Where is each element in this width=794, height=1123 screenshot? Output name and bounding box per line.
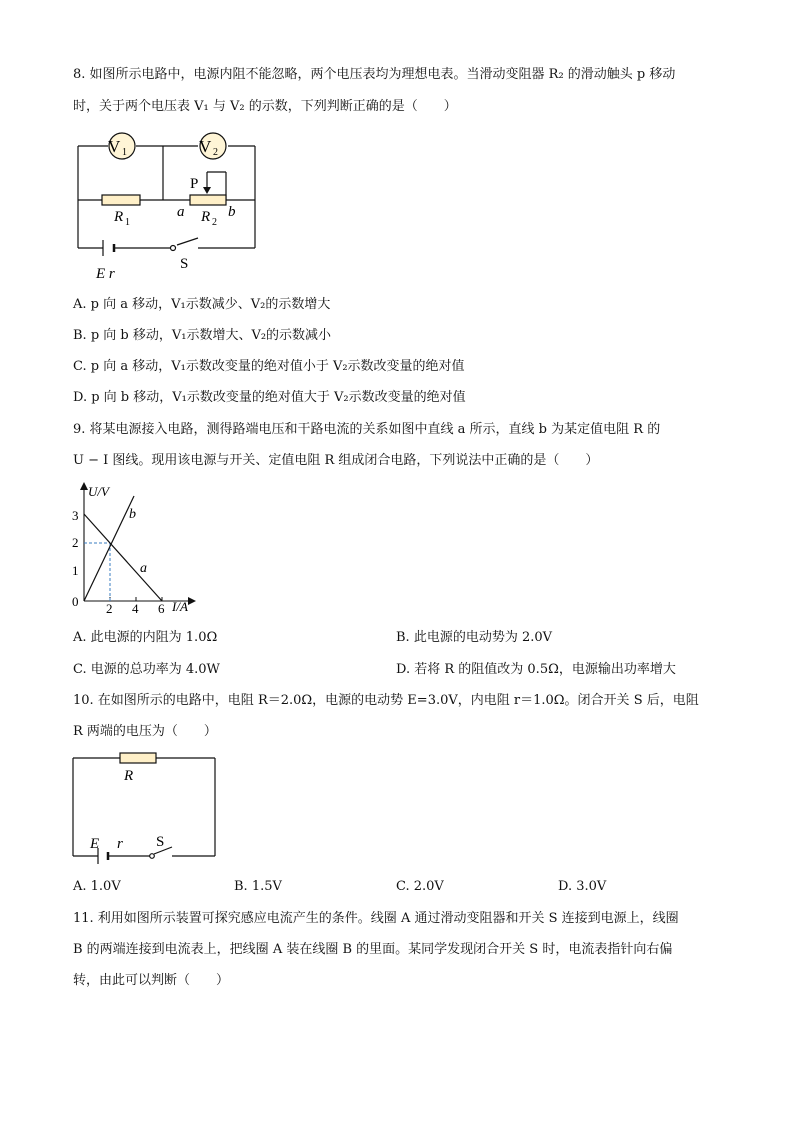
r1-label: R [114, 209, 124, 225]
rheostat-r2-icon [190, 195, 226, 205]
x-tick-6: 6 [158, 601, 165, 616]
switch-icon [150, 854, 155, 859]
q9-stem-line1: 9. 将某电源接入电路，测得路端电压和干路电流的关系如图中直线 a 所示，直线 b 为某定值电阻 R 的 [73, 422, 661, 437]
q9-option-a: A. 此电源的内阻为 1.0Ω [73, 630, 218, 645]
v2-label: V [199, 137, 212, 156]
resistor-r1-icon [102, 195, 140, 205]
x-axis-label: I/A [172, 599, 188, 614]
r2-sub: 2 [212, 217, 217, 228]
line-a [84, 514, 162, 601]
y-axis-label: U/V [88, 484, 109, 499]
y-tick-1: 1 [72, 563, 79, 578]
x-tick-2: 2 [106, 601, 113, 616]
q10-option-c: C. 2.0V [396, 879, 444, 894]
q11-stem-line2: B 的两端连接到电流表上，把线圈 A 装在线圈 B 的里面。某同学发现闭合开关 S 时，电流表指针向右偏 [73, 942, 673, 957]
line-b-label: b [129, 507, 136, 522]
q10-option-b: B. 1.5V [234, 879, 282, 894]
q8-option-b: B. p 向 b 移动，V₁示数增大、V₂的示数减小 [73, 328, 332, 343]
internal-r-label: r [117, 836, 123, 852]
y-tick-2: 2 [72, 535, 79, 550]
q10-option-a: A. 1.0V [73, 879, 121, 894]
r1-sub: 1 [125, 217, 130, 228]
x-tick-4: 4 [132, 601, 139, 616]
switch-s-label: S [156, 834, 165, 850]
y-axis-arrow-icon [80, 482, 88, 490]
q11-stem-line3: 转，由此可以判断（ ） [73, 973, 230, 988]
b-label: b [228, 204, 236, 220]
slider-p-label: P [190, 176, 199, 192]
q8-option-c: C. p 向 a 移动，V₁示数改变量的绝对值小于 V₂示数改变量的绝对值 [73, 359, 465, 374]
resistor-r-label: R [124, 768, 134, 784]
q11-stem-line1: 11. 利用如图所示装置可探究感应电流产生的条件。线圈 A 通过滑动变阻器和开关 S 连接到电源上，线圈 [73, 911, 679, 926]
switch-s-icon [171, 246, 176, 251]
a-label: a [177, 204, 185, 220]
slider-arrow-icon [203, 187, 211, 194]
q10-circuit-diagram [70, 750, 220, 862]
line-a-label: a [140, 561, 147, 576]
resistor-r-icon [120, 753, 156, 763]
q8-stem-line1: 8. 如图所示电路中，电源内阻不能忽略，两个电压表均为理想电表。当滑动变阻器 R₂ 的滑动触头 p 移动 [73, 67, 676, 82]
q8-option-a: A. p 向 a 移动，V₁示数减少、V₂的示数增大 [73, 297, 331, 312]
switch-s-label: S [180, 256, 189, 272]
line-b [84, 496, 134, 601]
q9-option-b: B. 此电源的电动势为 2.0V [396, 630, 553, 645]
emf-e-label: E [90, 836, 100, 852]
r2-label: R [201, 209, 211, 225]
q9-ui-graph [68, 480, 208, 615]
q10-option-d: D. 3.0V [558, 879, 607, 894]
y-tick-3: 3 [72, 508, 79, 523]
battery-er-label: E r [96, 266, 115, 282]
y-tick-0: 0 [72, 594, 79, 609]
v2-sub: 2 [213, 147, 218, 158]
q10-stem-line2: R 两端的电压为（ ） [73, 724, 217, 739]
q10-stem-line1: 10. 在如图所示的电路中，电阻 R＝2.0Ω，电源的电动势 E=3.0V，内电阻 r＝1.0Ω。闭合开关 S 后，电阻 [73, 693, 699, 708]
q8-stem-line2: 时，关于两个电压表 V₁ 与 V₂ 的示数，下列判断正确的是（ ） [73, 99, 457, 114]
q9-option-c: C. 电源的总功率为 4.0W [73, 662, 220, 677]
q9-stem-line2: U − I 图线。现用该电源与开关、定值电阻 R 组成闭合电路，下列说法中正确的是（ ） [73, 453, 599, 468]
q9-option-d: D. 若将 R 的阻值改为 0.5Ω，电源输出功率增大 [396, 662, 676, 677]
x-axis-arrow-icon [188, 597, 196, 605]
v1-label: V [108, 137, 121, 156]
q8-option-d: D. p 向 b 移动，V₁示数改变量的绝对值大于 V₂示数改变量的绝对值 [73, 390, 466, 405]
v1-sub: 1 [122, 147, 127, 158]
q8-circuit-diagram [70, 128, 270, 283]
